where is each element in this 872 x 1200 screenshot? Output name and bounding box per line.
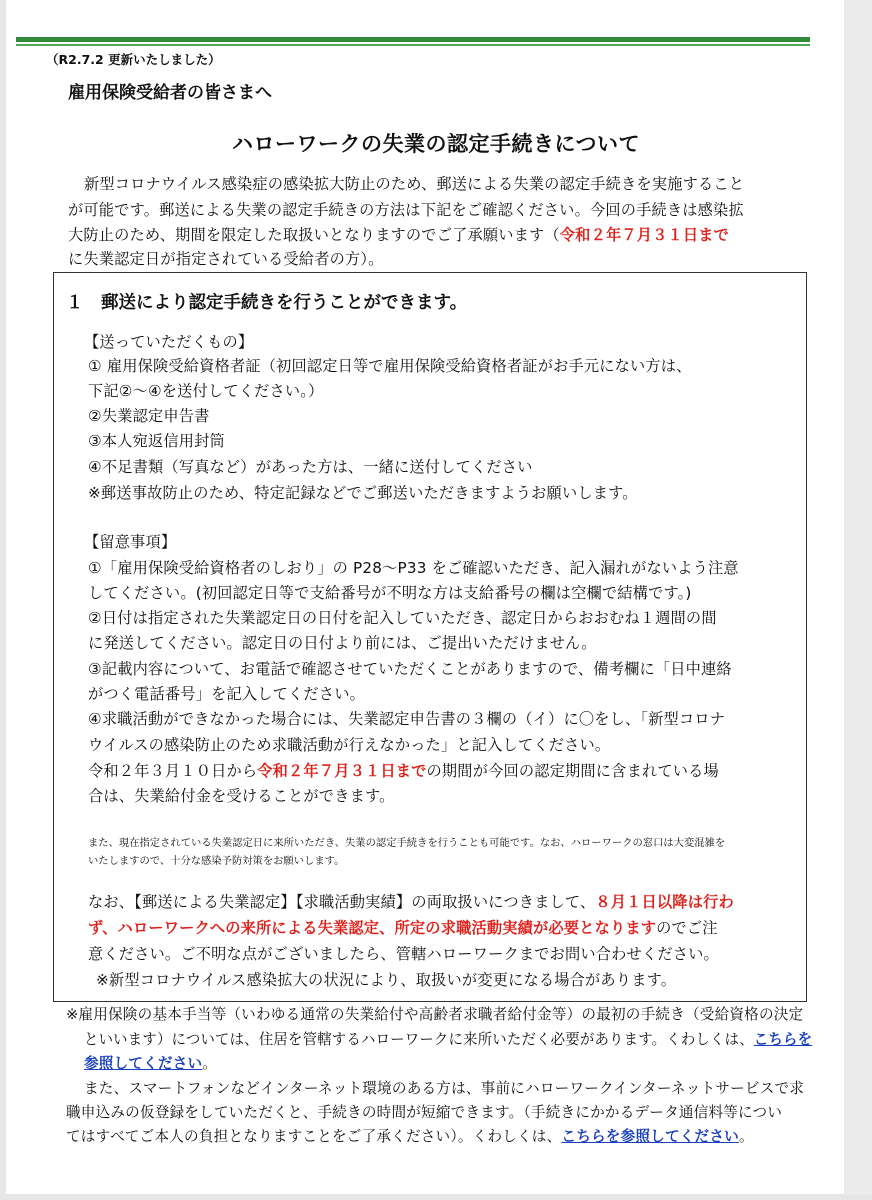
header-rule [16,37,810,42]
basic-allowance-link[interactable]: 参照してください [84,1055,203,1072]
footer-line [66,1125,754,1146]
note-line: ③記載内容について、お電話で確認させていただくことがありますので、備考欄に「日中連絡 [88,660,732,678]
final-highlight: ず、ハローワークへの来所による失業認定、所定の求職活動実績が必要となります [88,919,657,937]
period-text: の期間が今回の認定期間に含まれている場 [426,762,719,780]
footer-text: てはすべてご本人の負担となりますことをご了承ください）。くわしくは、 [66,1128,562,1145]
final-line-2 [88,917,718,938]
period-highlight: 令和２年７月３１日まで [257,762,427,780]
intro-line-3 [68,224,729,245]
internet-service-link[interactable]: こちらを参照してください [561,1128,739,1145]
footer-line: また、スマートフォンなどインターネット環境のある方は、事前にハローワークインターネットサービスで求 [84,1080,805,1097]
footer-text: 。 [738,1128,754,1145]
footer-line: ※雇用保険の基本手当等（いわゆる通常の失業給付や高齢者求職者給付金等）の最初の手続き（受給資格の決定 [66,1006,804,1023]
footer-line [84,1028,812,1049]
intro-line-2: が可能です。郵送による失業の認定手続きの方法は下記をご確認ください。今回の手続きは感染拡 [68,201,744,219]
note-line: がつく電話番号」を記入してください。 [88,685,365,703]
page-title: ハローワークの失業の認定手続きについて [231,132,641,156]
intro-line-1: 新型コロナウイルス感染症の感染拡大防止のため、郵送による失業の認定手続きを実施すること [84,175,745,193]
deadline-highlight: 令和２年７月３１日まで [559,226,730,244]
footer-line: 職申込みの仮登録をしていただくと、手続きの時間が短縮できます。（手続きにかかるデータ通信料等につい [66,1104,783,1121]
final-line-4: ※新型コロナウイルス感染拡大の状況により、取扱いが変更になる場合があります。 [96,971,677,989]
note-line: してください。(初回認定日等で支給番号が不明な方は支給番号の欄は空欄で結構です。) [88,584,692,602]
period-line [88,760,719,781]
send-items-heading: 【送っていただくもの】 [84,333,254,351]
page-edge-left [0,0,6,1200]
note-line: に発送してください。認定日の日付より前には、ご提出いただけません。 [88,634,597,652]
footer-text: といいます）については、住居を管轄するハローワークに来所いただく必要があります。くわしくは、 [84,1031,754,1048]
update-note: （R2.7.2 更新いたしました） [46,52,221,67]
addressee: 雇用保険受給者の皆さまへ [68,83,272,103]
note-line: ②日付は指定された失業認定日の日付を記入していただき、認定日からおおむね１週間の間 [88,609,717,627]
footer-line [84,1052,217,1073]
notes-heading: 【留意事項】 [84,533,177,551]
final-text: のでご注 [656,919,718,937]
note-line: ウイルスの感染防止のため求職活動が行えなかった」と記入してください。 [88,736,611,754]
header-rule-thin [16,44,810,46]
small-note-line: いたしますので、十分な感染予防対策をお願いします。 [88,855,345,867]
note-line: ①「雇用保険受給資格者のしおり」の P28～P33 をご確認いただき、記入漏れがないよう注意 [88,559,739,577]
final-highlight: ８月１日以降は行わ [595,893,734,911]
period-text: 令和２年３月１０日から [88,762,258,780]
section-heading: １ 郵送により認定手続きを行うことができます。 [66,293,468,313]
period-line-2: 合は、失業給付金を受けることができます。 [88,787,395,805]
final-line-1 [88,891,734,912]
intro-text: 大防止のため、期間を限定した取扱いとなりますのでご了承願います（ [68,226,560,244]
small-note-line: また、現在指定されている失業認定日に来所いただき、失業の認定手続きを行うことも可能です。なお、ハローワークの窓口は大変混雑を [88,837,726,849]
note-line: ④求職活動ができなかった場合には、失業認定申告書の３欄の（イ）に〇をし、「新型コロナ [88,710,726,728]
send-item: ① 雇用保険受給資格者証（初回認定日等で雇用保険受給資格者証がお手元にない方は、 [88,357,692,375]
footer-text: 。 [202,1055,218,1072]
intro-line-4: に失業認定日が指定されている受給者の方）。 [68,250,384,268]
final-line-3: 意ください。ご不明な点がございましたら、管轄ハローワークまでお問い合わせください。 [88,945,719,963]
send-item: ②失業認定申告書 [88,407,210,425]
basic-allowance-link[interactable]: こちらを [753,1031,813,1048]
page-edge-right [844,0,872,1200]
send-item: ③本人宛返信用封筒 [88,432,225,450]
send-item: 下記②～④を送付してください。） [88,382,324,400]
send-item-note: ※郵送事故防止のため、特定記録などでご郵送いただきますようお願いします。 [88,484,638,502]
page-edge-bottom [0,1194,872,1200]
final-text: なお、【郵送による失業認定】【求職活動実績】の両取扱いにつきまして、 [88,893,596,911]
send-item: ④不足書類（写真など）があった方は、一緒に送付してください [88,458,533,476]
